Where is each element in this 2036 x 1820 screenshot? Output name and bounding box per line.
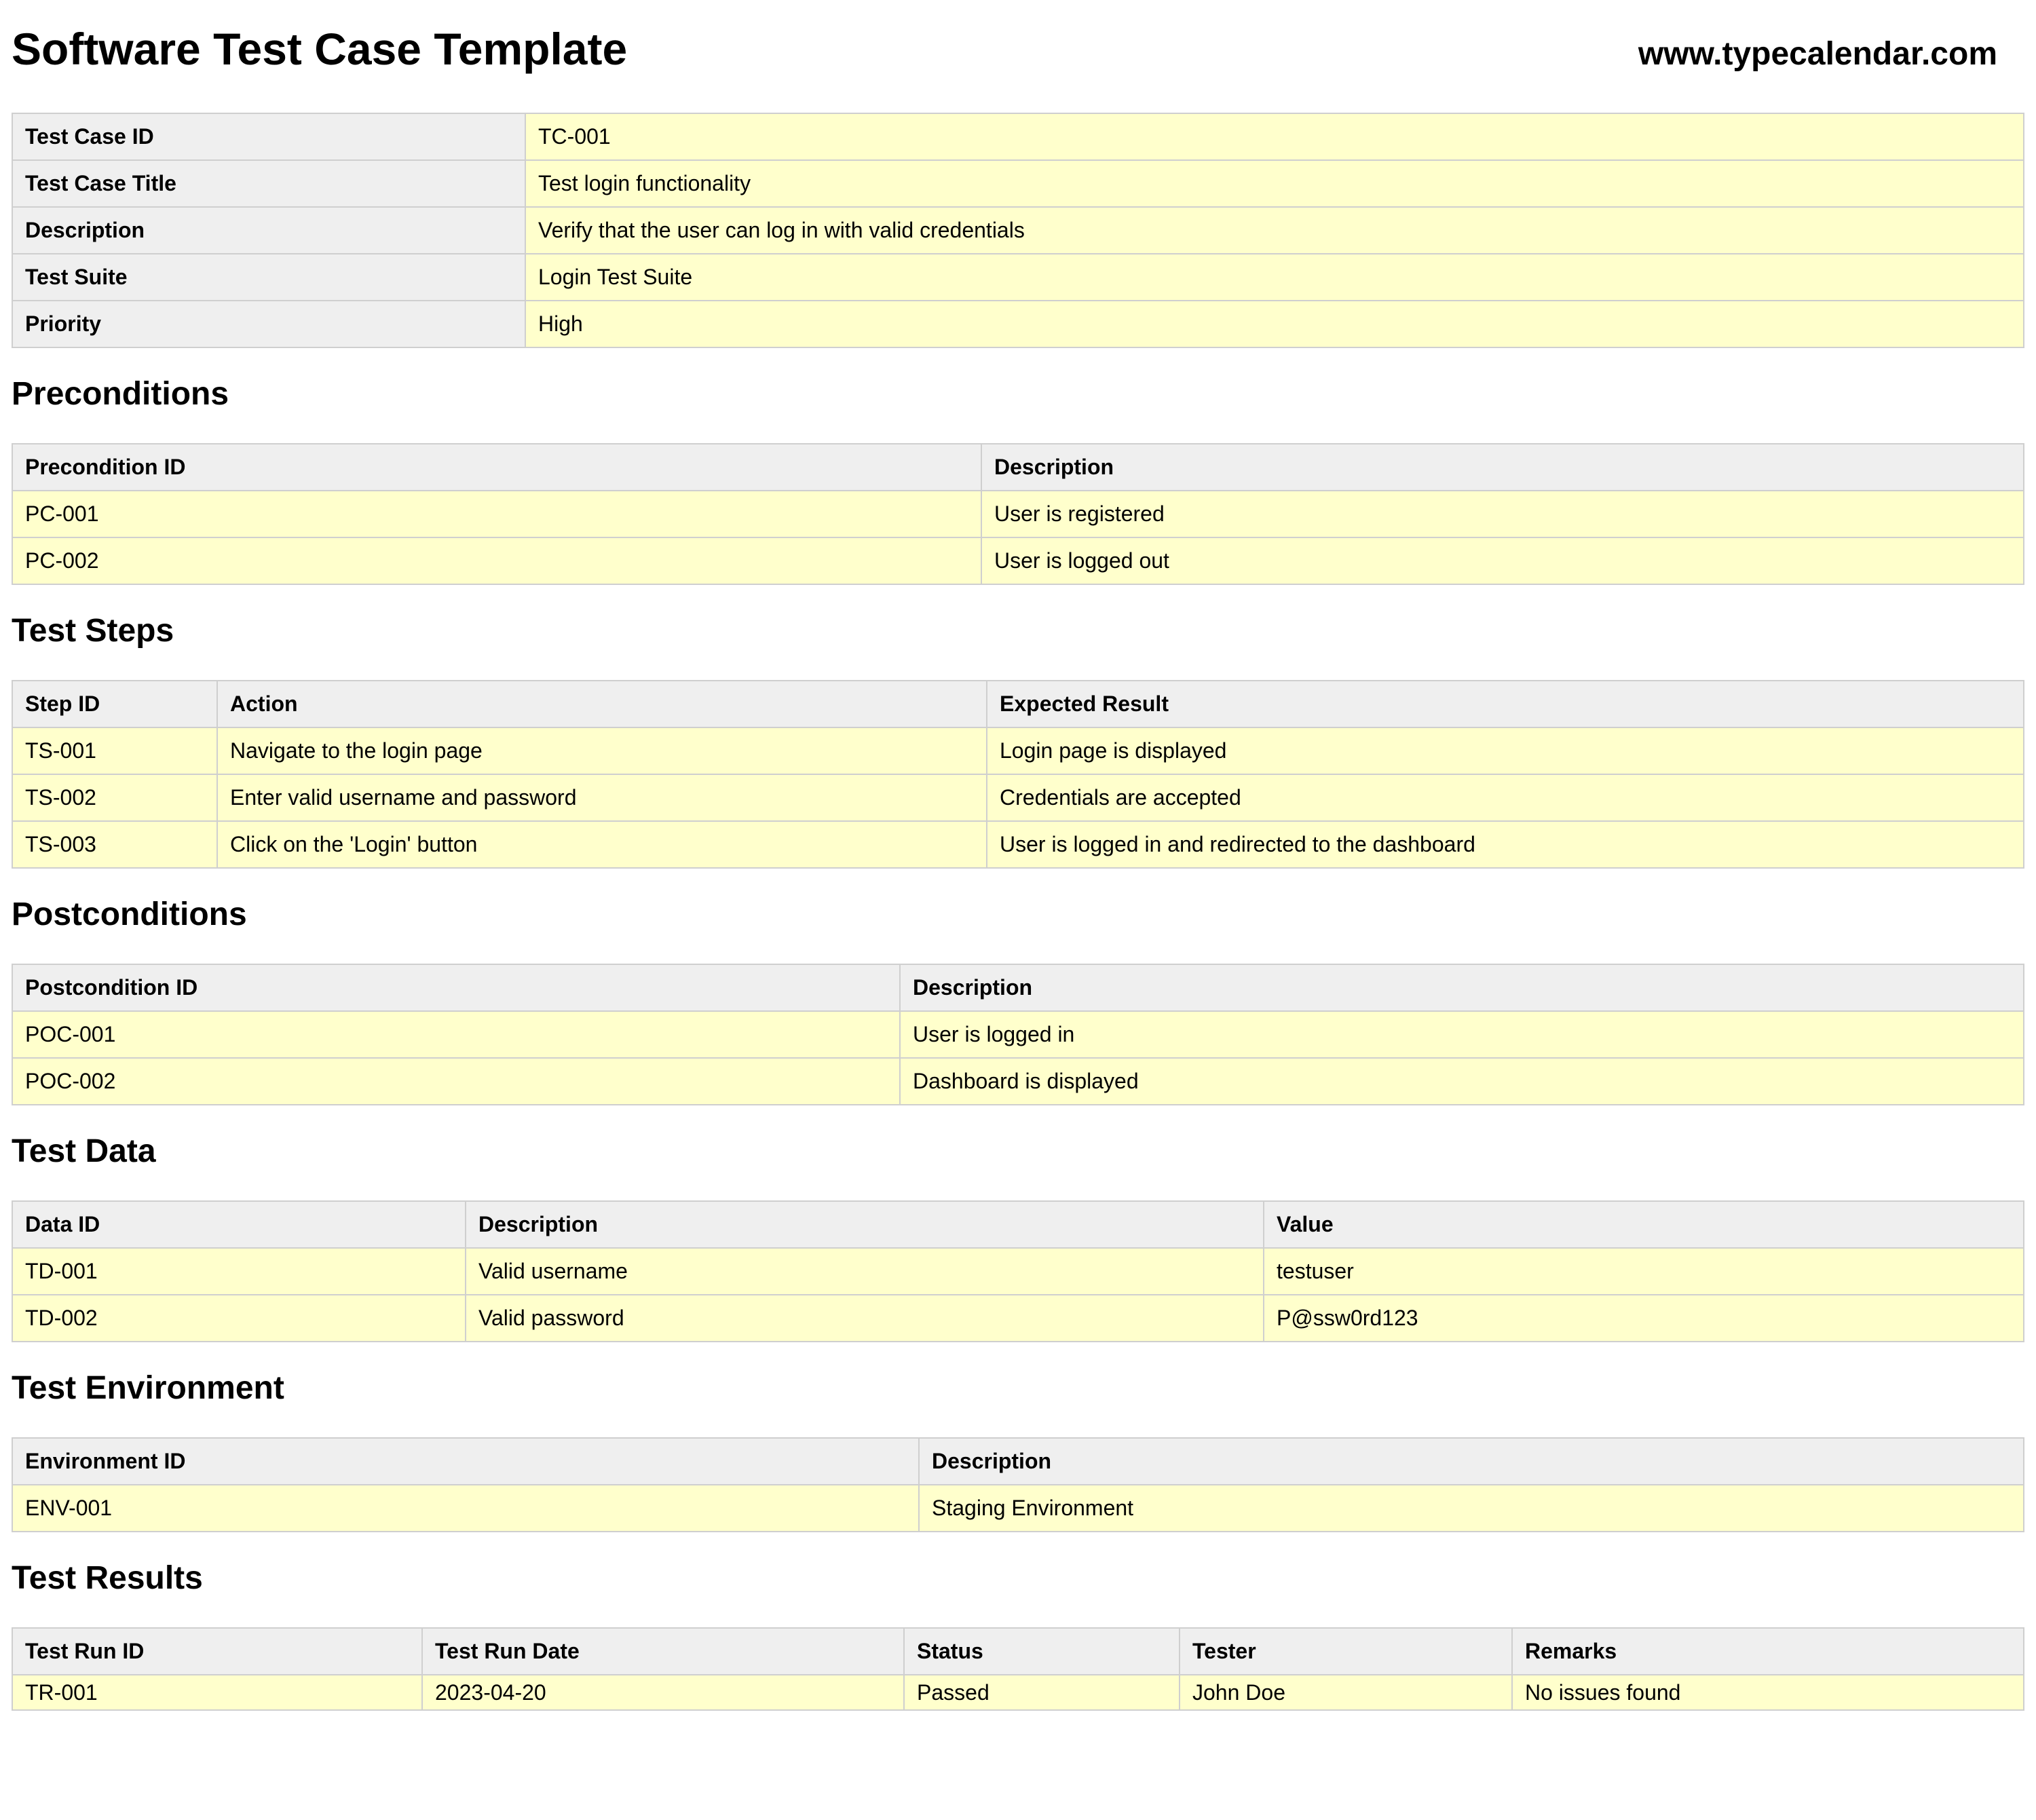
test-data-table [12,1200,2024,1342]
table-cell: Valid username [466,1248,1264,1295]
table-row [12,301,2024,347]
postconditions-heading: Postconditions [12,896,247,932]
table-header-row [12,1628,2024,1675]
table-row [12,1011,2024,1058]
test-data-heading: Test Data [12,1133,156,1169]
table-cell: testuser [1264,1248,2024,1295]
table-cell: Valid password [466,1295,1264,1342]
page-title: Software Test Case Template [12,24,628,74]
table-cell: User is logged in and redirected to the dashboard [987,821,2024,868]
table-cell: P@ssw0rd123 [1264,1295,2024,1342]
status-cell: Passed [904,1675,1180,1710]
test-results-heading: Test Results [12,1560,203,1596]
column-header: Action [217,681,987,727]
column-header: Status [904,1628,1180,1675]
info-value: TC-001 [525,113,2024,160]
info-value: High [525,301,2024,347]
column-header: Step ID [12,681,217,727]
info-value: Verify that the user can log in with valid credentials [525,207,2024,254]
info-value: Test login functionality [525,160,2024,207]
table-header-row [12,681,2024,727]
table-cell: PC-001 [12,491,981,537]
table-row [12,1485,2024,1532]
table-row [12,821,2024,868]
table-row [12,1295,2024,1342]
table-row [12,491,2024,537]
table-header-row [12,964,2024,1011]
table-cell: John Doe [1180,1675,1512,1710]
column-header: Description [466,1201,1264,1248]
test-steps-heading: Test Steps [12,613,174,649]
info-label: Description [12,207,525,254]
table-header-row [12,1438,2024,1485]
table-cell: 2023-04-20 [422,1675,904,1710]
table-header-row [12,1201,2024,1248]
column-header: Environment ID [12,1438,919,1485]
table-cell: Staging Environment [919,1485,2024,1532]
table-row [12,1058,2024,1105]
column-header: Description [981,444,2024,491]
table-cell: No issues found [1512,1675,2024,1710]
test-case-info-table [12,113,2024,348]
table-cell: Click on the 'Login' button [217,821,987,868]
table-row [12,727,2024,774]
column-header: Description [919,1438,2024,1485]
table-cell: User is registered [981,491,2024,537]
table-header-row [12,444,2024,491]
table-cell: TS-003 [12,821,217,868]
preconditions-table [12,443,2024,585]
column-header: Value [1264,1201,2024,1248]
preconditions-heading: Preconditions [12,376,229,412]
column-header: Remarks [1512,1628,2024,1675]
table-cell: TS-001 [12,727,217,774]
info-label: Test Case Title [12,160,525,207]
column-header: Test Run Date [422,1628,904,1675]
table-cell: Navigate to the login page [217,727,987,774]
table-row [12,1248,2024,1295]
table-cell: TD-002 [12,1295,466,1342]
table-row [12,160,2024,207]
table-cell: TS-002 [12,774,217,821]
table-cell: Login page is displayed [987,727,2024,774]
table-cell: Credentials are accepted [987,774,2024,821]
postconditions-table [12,964,2024,1105]
table-cell: POC-001 [12,1011,900,1058]
column-header: Data ID [12,1201,466,1248]
column-header: Expected Result [987,681,2024,727]
info-value: Login Test Suite [525,254,2024,301]
info-label: Test Suite [12,254,525,301]
test-environment-table [12,1437,2024,1532]
test-steps-table [12,680,2024,869]
info-label: Priority [12,301,525,347]
table-cell: POC-002 [12,1058,900,1105]
document-page [12,0,2024,1711]
site-url: www.typecalendar.com [1638,36,1997,72]
page-header [12,0,2024,113]
column-header: Tester [1180,1628,1512,1675]
test-environment-heading: Test Environment [12,1370,284,1406]
table-row [12,254,2024,301]
column-header: Precondition ID [12,444,981,491]
column-header: Test Run ID [12,1628,422,1675]
table-row [12,113,2024,160]
table-cell: TD-001 [12,1248,466,1295]
table-cell: TR-001 [12,1675,422,1710]
table-row [12,1675,2024,1710]
table-cell: User is logged out [981,537,2024,584]
column-header: Postcondition ID [12,964,900,1011]
info-label: Test Case ID [12,113,525,160]
table-row [12,537,2024,584]
table-cell: User is logged in [900,1011,2024,1058]
table-row [12,207,2024,254]
test-results-table [12,1627,2024,1711]
table-cell: Enter valid username and password [217,774,987,821]
table-row [12,774,2024,821]
table-cell: Dashboard is displayed [900,1058,2024,1105]
column-header: Description [900,964,2024,1011]
table-cell: PC-002 [12,537,981,584]
table-cell: ENV-001 [12,1485,919,1532]
